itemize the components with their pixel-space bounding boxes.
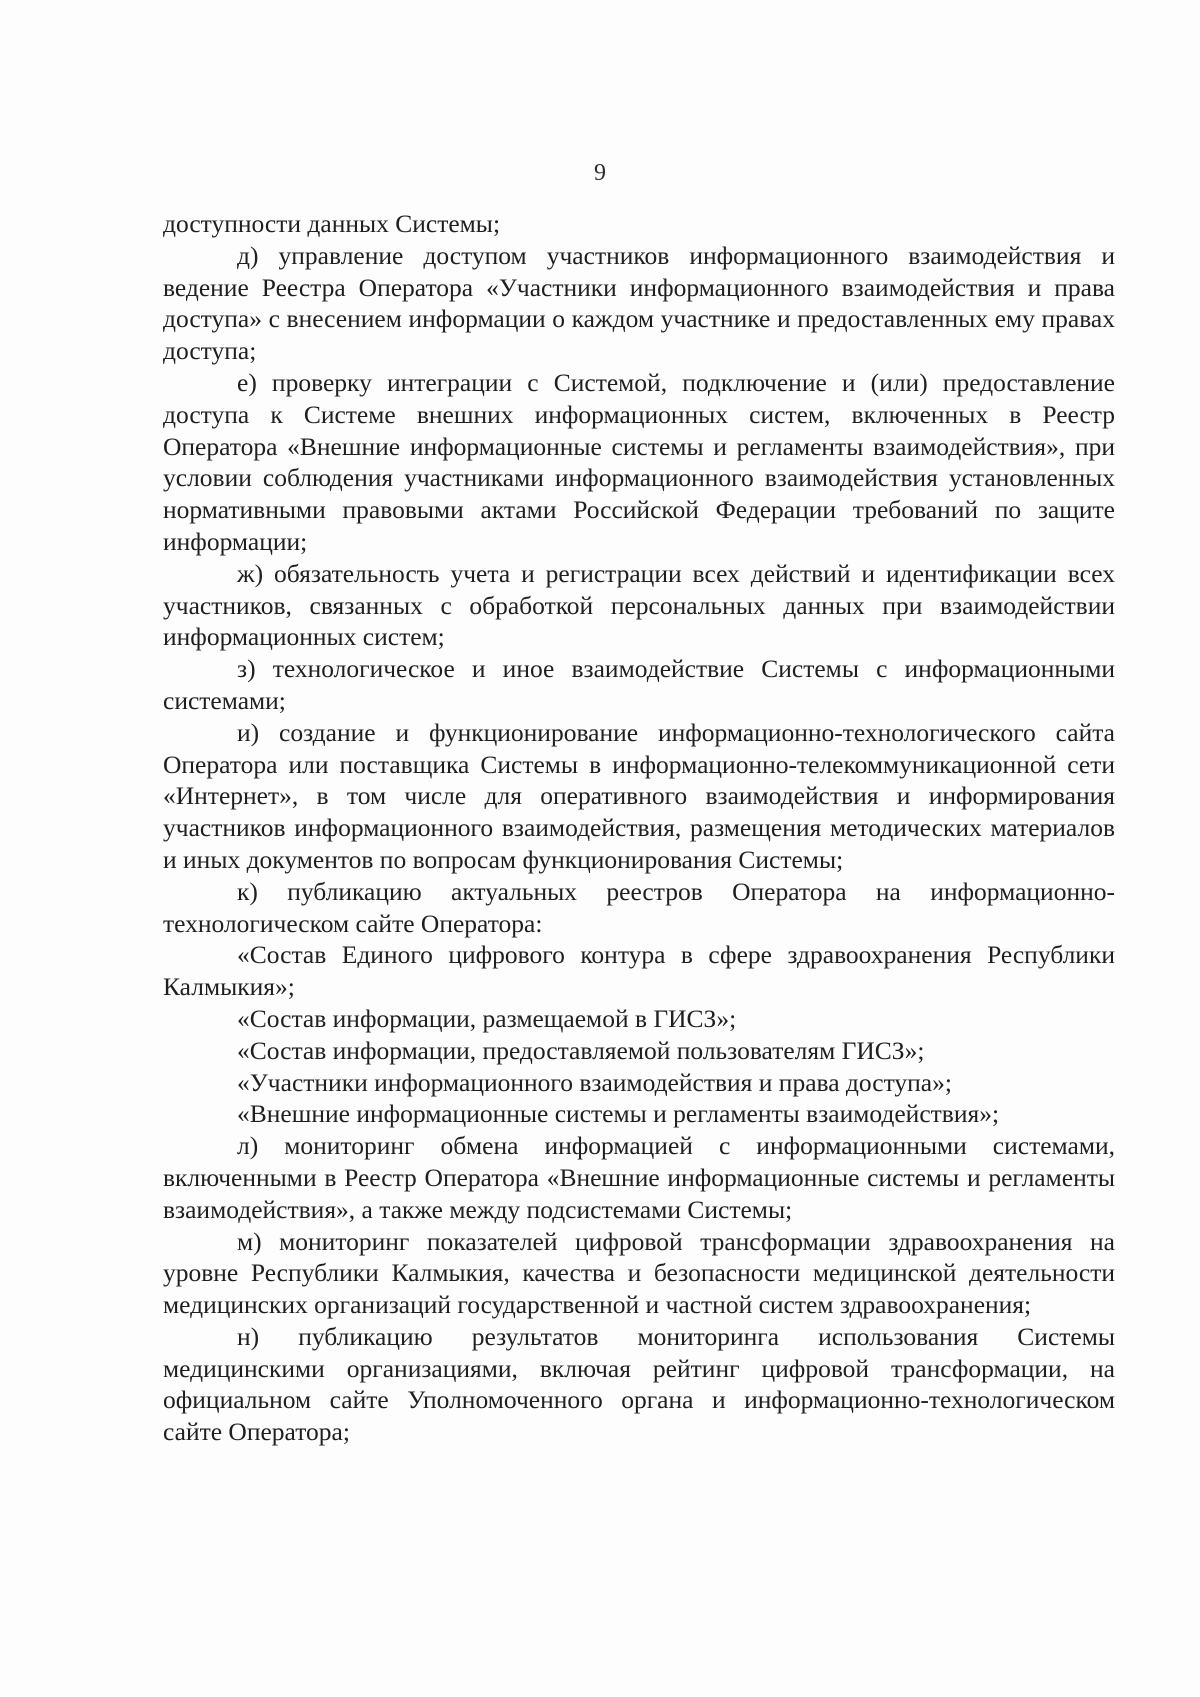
paragraph-item-zh: ж) обязательность учета и регистрации всех действий и идентификации всех участников, связанных с обработкой персональных данных при взаимодействии информационных систем; xyxy=(163,558,1115,652)
paragraph-item-z: з) технологическое и иное взаимодействие Системы с информационными системами; xyxy=(163,654,1115,715)
registry-item-3: «Состав информации, предоставляемой пользователям ГИСЗ»; xyxy=(237,1035,925,1065)
paragraph-item-l: л) мониторинг обмена информацией с информационными системами, включенными в Реестр Оператора «Внешние информационные системы и регламенты взаимодействия», а также между подсистемами Системы; xyxy=(163,1131,1115,1224)
page-number: 9 xyxy=(594,160,606,186)
registry-item-1: «Состав Единого цифрового контура в сфере здравоохранения Республики Калмыкия»; xyxy=(163,940,1115,1002)
paragraph-item-k: к) публикацию актуальных реестров Оператора на информационно-технологическом сайте Оператора: xyxy=(163,876,1115,938)
paragraph-item-m: м) мониторинг показателей цифровой трансформации здравоохранения на уровне Республики Калмыкия, качества и безопасности медицинской деятельности медицинских организаций государственной и частной систем здравоохранения; xyxy=(163,1226,1115,1320)
paragraph-item-d: д) управление доступом участников информационного взаимодействия и ведение Реестра Оператора «Участники информационного взаимодействия и права доступа» с внесением информации о каждом участнике и предоставленных ему правах доступа; xyxy=(163,240,1115,366)
paragraph-item-i: и) создание и функционирование информационно-технологического сайта Оператора или поставщика Системы в информационно-телекоммуникационной сети «Интернет», в том числе для оперативного взаимодействия и информирования участников информационного взаимодействия, размещения методических материалов и иных документов по вопросам функционирования Системы; xyxy=(163,717,1115,874)
document-body xyxy=(163,208,1115,1448)
paragraph-continuation: доступности данных Системы; xyxy=(163,209,501,238)
registry-item-2: «Состав информации, размещаемой в ГИСЗ»; xyxy=(237,1003,737,1033)
paragraph-item-n: н) публикацию результатов мониторинга использования Системы медицинскими организациями, включая рейтинг цифровой трансформации, на официальном сайте Уполномоченного органа и информационно-технологическом сайте Оператора; xyxy=(163,1321,1115,1447)
registry-item-4: «Участники информационного взаимодействия и права доступа»; xyxy=(237,1067,952,1097)
paragraph-item-e: е) проверку интеграции с Системой, подключение и (или) предоставление доступа к Системе внешних информационных систем, включенных в Реестр Оператора «Внешние информационные системы и регламенты взаимодействия», при условии соблюдения участниками информационного взаимодействия установленных нормативными правовыми актами Российской Федерации требований по защите информации; xyxy=(163,367,1115,556)
registry-item-5: «Внешние информационные системы и регламенты взаимодействия»; xyxy=(237,1099,1000,1129)
